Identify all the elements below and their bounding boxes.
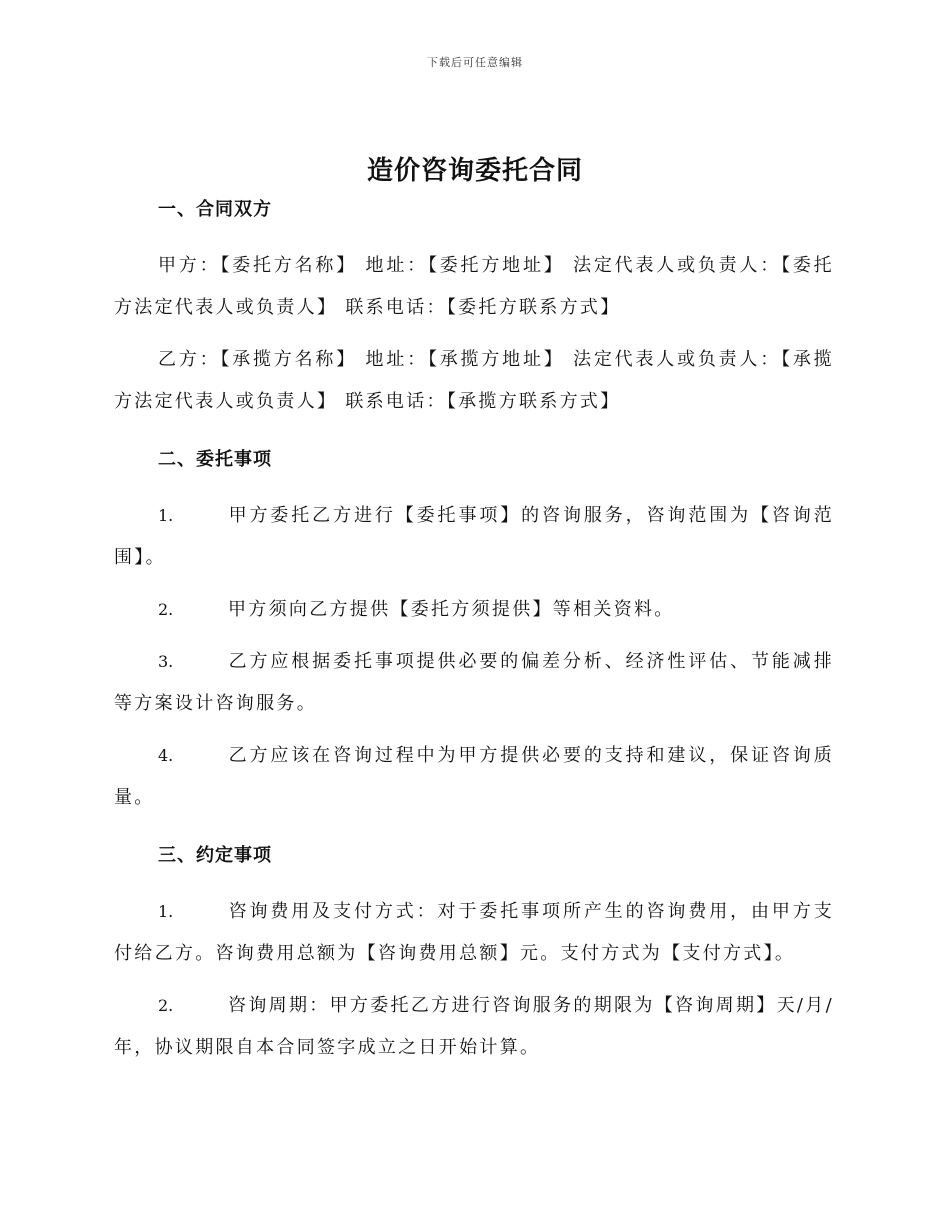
- list-item: [114, 641, 834, 725]
- list-item: [114, 891, 834, 975]
- page-header-note: 下载后可任意编辑: [427, 56, 523, 69]
- item-number: 4.: [158, 746, 174, 765]
- document-body: [114, 193, 834, 1079]
- section-parties: [114, 193, 834, 423]
- party-b-paragraph: 乙方：【承揽方名称】 地址：【承揽方地址】 法定代表人或负责人：【承揽方法定代表人或负责人】 联系电话：【承揽方联系方式】: [114, 349, 834, 412]
- list-item: [114, 495, 834, 579]
- list-item: [114, 589, 834, 631]
- document-title: 造价咨询委托合同: [366, 156, 583, 186]
- section-heading: 一、合同双方: [158, 199, 272, 220]
- item-number: 2.: [158, 996, 174, 1015]
- list-item: [114, 985, 834, 1069]
- party-a-paragraph: 甲方：【委托方名称】 地址：【委托方地址】 法定代表人或负责人：【委托方法定代表人或负责人】 联系电话：【委托方联系方式】: [114, 255, 834, 318]
- item-number: 1.: [158, 902, 174, 921]
- item-text: 甲方须向乙方提供【委托方须提供】等相关资料。: [228, 599, 675, 620]
- item-number: 3.: [158, 652, 174, 671]
- list-item: [114, 735, 834, 819]
- item-number: 1.: [158, 506, 174, 525]
- item-text: 咨询费用及支付方式：对于委托事项所产生的咨询费用，由甲方支付给乙方。咨询费用总额为【咨询费用总额】元。支付方式为【支付方式】。: [114, 901, 834, 964]
- section-entrusted-matters: [114, 443, 834, 819]
- section-heading: 二、委托事项: [158, 449, 272, 470]
- section-agreed-matters: [114, 839, 834, 1069]
- item-text: 咨询周期：甲方委托乙方进行咨询服务的期限为【咨询周期】天/月/年，协议期限自本合同签字成立之日开始计算。: [114, 995, 834, 1058]
- item-text: 乙方应根据委托事项提供必要的偏差分析、经济性评估、节能减排等方案设计咨询服务。: [114, 651, 834, 714]
- item-text: 乙方应该在咨询过程中为甲方提供必要的支持和建议，保证咨询质量。: [114, 745, 834, 808]
- item-text: 甲方委托乙方进行【委托事项】的咨询服务，咨询范围为【咨询范围】。: [114, 505, 834, 568]
- item-number: 2.: [158, 600, 174, 619]
- section-heading: 三、约定事项: [158, 845, 272, 866]
